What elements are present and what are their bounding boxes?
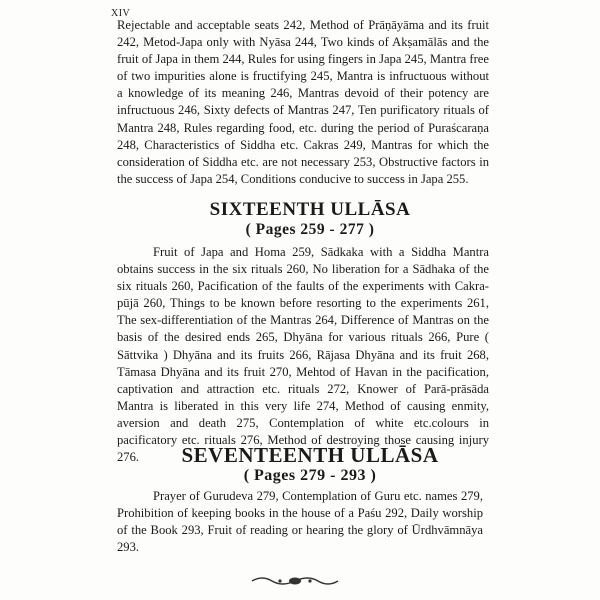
heading-seventeenth-ullasa: SEVENTEENTH ULLĀSA bbox=[181, 443, 439, 467]
pages-range-seventeenth: ( Pages 279 - 293 ) bbox=[243, 467, 377, 484]
contents-paragraph-sixteenth: Fruit of Japa and Homa 259, Sādkaka with a Siddha Mantra obtains success in the six rituals 260, No liberation for a Sādhaka of the six rituals 260, Pacification of the faults of the experiments with Cakra-pūjā 260, Things to be known before resorting to the experiments 261, The sex-differentiation of the Mantras 264, Difference of Mantras on the basis of the desired ends 265, Dhyāna for various rituals 266, Pure ( Sāttvika ) Dhyāna and its fruits 266, Rājasa Dhyāna and its fruit 268, Tāmasa Dhyāna and its fruit 270, Mehtod of Havan in the pacification, captivation and attraction etc. rituals 272, Knower of Parā-prāsāda Mantra is liberated in this very life 274, Method of causing enmity, aversion and death 275, Contemplation of white etc.colours in pacificatory etc. rituals 276, Method of destroying those causing injury 276. bbox=[117, 245, 489, 465]
heading-sixteenth-ullasa: SIXTEENTH ULLĀSA bbox=[209, 199, 411, 220]
contents-paragraph-fifteenth: Rejectable and acceptable seats 242, Method of Prāṇāyāma and its fruit 242, Metod-Japa only with Nyāsa 244, Two kinds of Akṣamālās and the fruit of Japa in them 244, Rules for using fingers in Japa 245, Mantra free of two impurities alone is fructifying 245, Mantra is infructuous without a knowledge of its meaning 246, Mantras devoid of their potency are infructuous 246, Sixty defects of Mantras 247, Ten purificatory rituals of Mantra 248, Rules regarding food, etc. during the period of Puraścaraṇa 248, Characteristics of Siddha etc. Cakras 249, Mantras for which the consideration of Siddha etc. are not necessary 253, Obstructive factors in the success of Japa 254, Conditions conducive to success in Japa 255. bbox=[117, 18, 489, 186]
contents-paragraph-seventeenth: Prayer of Gurudeva 279, Contemplation of Guru etc. names 279, Prohibition of keeping books in the house of a Paśu 292, Daily worship of the Book 293, Fruit of reading or hearing the glory of Ūrdhvāmnāya 293. bbox=[117, 489, 483, 555]
ornament-icon bbox=[250, 574, 340, 588]
pages-range-sixteenth: ( Pages 259 - 277 ) bbox=[245, 221, 375, 238]
page-number: XIV bbox=[111, 8, 131, 19]
